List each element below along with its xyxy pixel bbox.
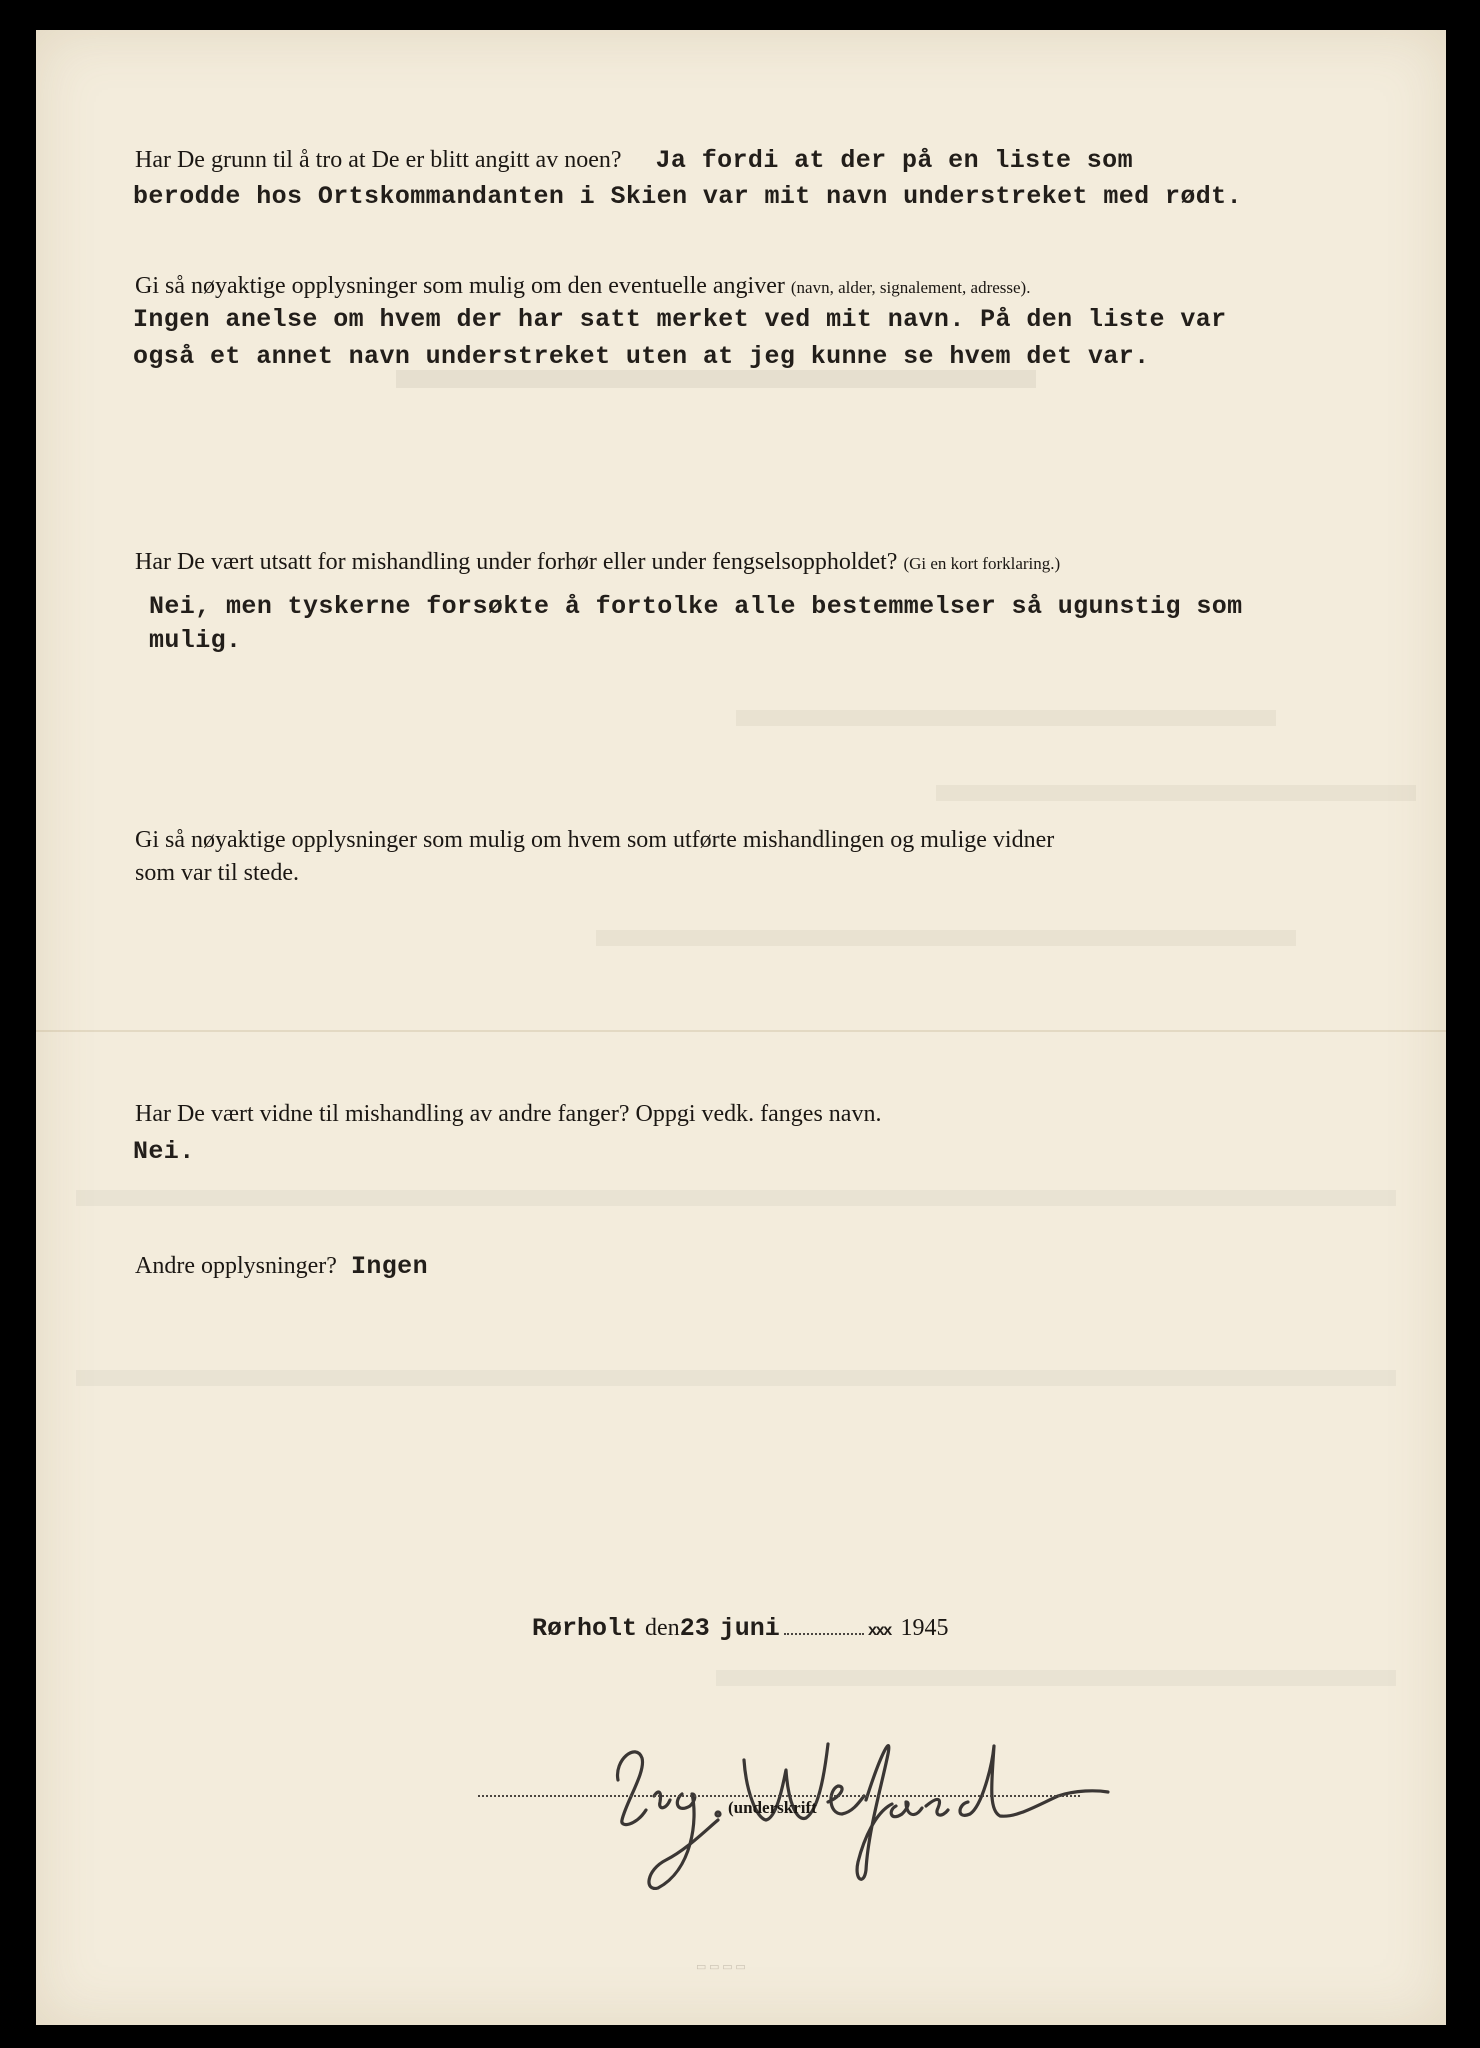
question-6-row bbox=[135, 1252, 428, 1281]
printer-mark: ▭ ▭ ▭ ▭ bbox=[696, 1961, 746, 1973]
day-value: 23 bbox=[679, 1614, 710, 1643]
den-label: den bbox=[645, 1615, 680, 1641]
bleed-through-texture bbox=[716, 1670, 1396, 1686]
bleed-through-texture bbox=[396, 370, 1036, 388]
handwritten-signature bbox=[596, 1710, 1116, 1890]
month-value: juni bbox=[719, 1614, 780, 1643]
date-dotted-filler bbox=[784, 1633, 864, 1635]
answer-1-part1: Ja fordi at der på en liste som bbox=[655, 146, 1133, 175]
question-4-line2: som var til stede. bbox=[135, 860, 299, 886]
place-date-line bbox=[532, 1614, 949, 1643]
question-3-text: Har De vært utsatt for mishandling under forhør eller under fengselsoppholdet? bbox=[135, 549, 898, 575]
bleed-through-texture bbox=[736, 710, 1276, 726]
bleed-through-texture bbox=[76, 1370, 1396, 1386]
bleed-through-texture bbox=[596, 930, 1296, 946]
question-5-text: Har De vært vidne til mishandling av andre fanger? Oppgi vedk. fanges navn. bbox=[135, 1101, 882, 1127]
struck-year-prefix: xxx bbox=[867, 1622, 891, 1640]
answer-5: Nei. bbox=[133, 1137, 195, 1166]
question-1-row bbox=[135, 146, 1133, 175]
question-4-line1: Gi så nøyaktige opplysninger som mulig om hvem som utførte mishandlingen og mulige vidner bbox=[135, 827, 1055, 853]
signature-label: (underskrift bbox=[728, 1798, 817, 1817]
answer-3-line2: mulig. bbox=[149, 626, 242, 655]
question-3-row bbox=[135, 549, 1060, 576]
fold-line bbox=[36, 1030, 1446, 1032]
answer-1-line2: berodde hos Ortskommandanten i Skien var mit navn understreket med rødt. bbox=[133, 182, 1242, 211]
answer-6: Ingen bbox=[350, 1252, 428, 1281]
document-page bbox=[36, 30, 1446, 2025]
year-value: 1945 bbox=[900, 1615, 949, 1641]
question-3-note: (Gi en kort forklaring.) bbox=[903, 554, 1061, 573]
place-value: Rørholt bbox=[532, 1614, 638, 1643]
question-6-text: Andre opplysninger? bbox=[135, 1253, 337, 1279]
answer-3-line1: Nei, men tyskerne forsøkte å fortolke alle bestemmelser så ugunstig som bbox=[149, 592, 1243, 621]
signature-dotted-line bbox=[478, 1795, 1080, 1797]
question-1-text: Har De grunn til å tro at De er blitt angitt av noen? bbox=[135, 147, 622, 173]
answer-2-line2: også et annet navn understreket uten at jeg kunne se hvem det var. bbox=[133, 342, 1150, 371]
question-2-note: (navn, alder, signalement, adresse). bbox=[790, 278, 1031, 297]
question-2-text: Gi så nøyaktige opplysninger som mulig om den eventuelle angiver bbox=[135, 273, 785, 299]
question-2-row bbox=[135, 273, 1030, 300]
bleed-through-texture bbox=[936, 785, 1416, 801]
answer-2-line1: Ingen anelse om hvem der har satt merket ved mit navn. På den liste var bbox=[133, 305, 1227, 334]
bleed-through-texture bbox=[76, 1190, 1396, 1206]
